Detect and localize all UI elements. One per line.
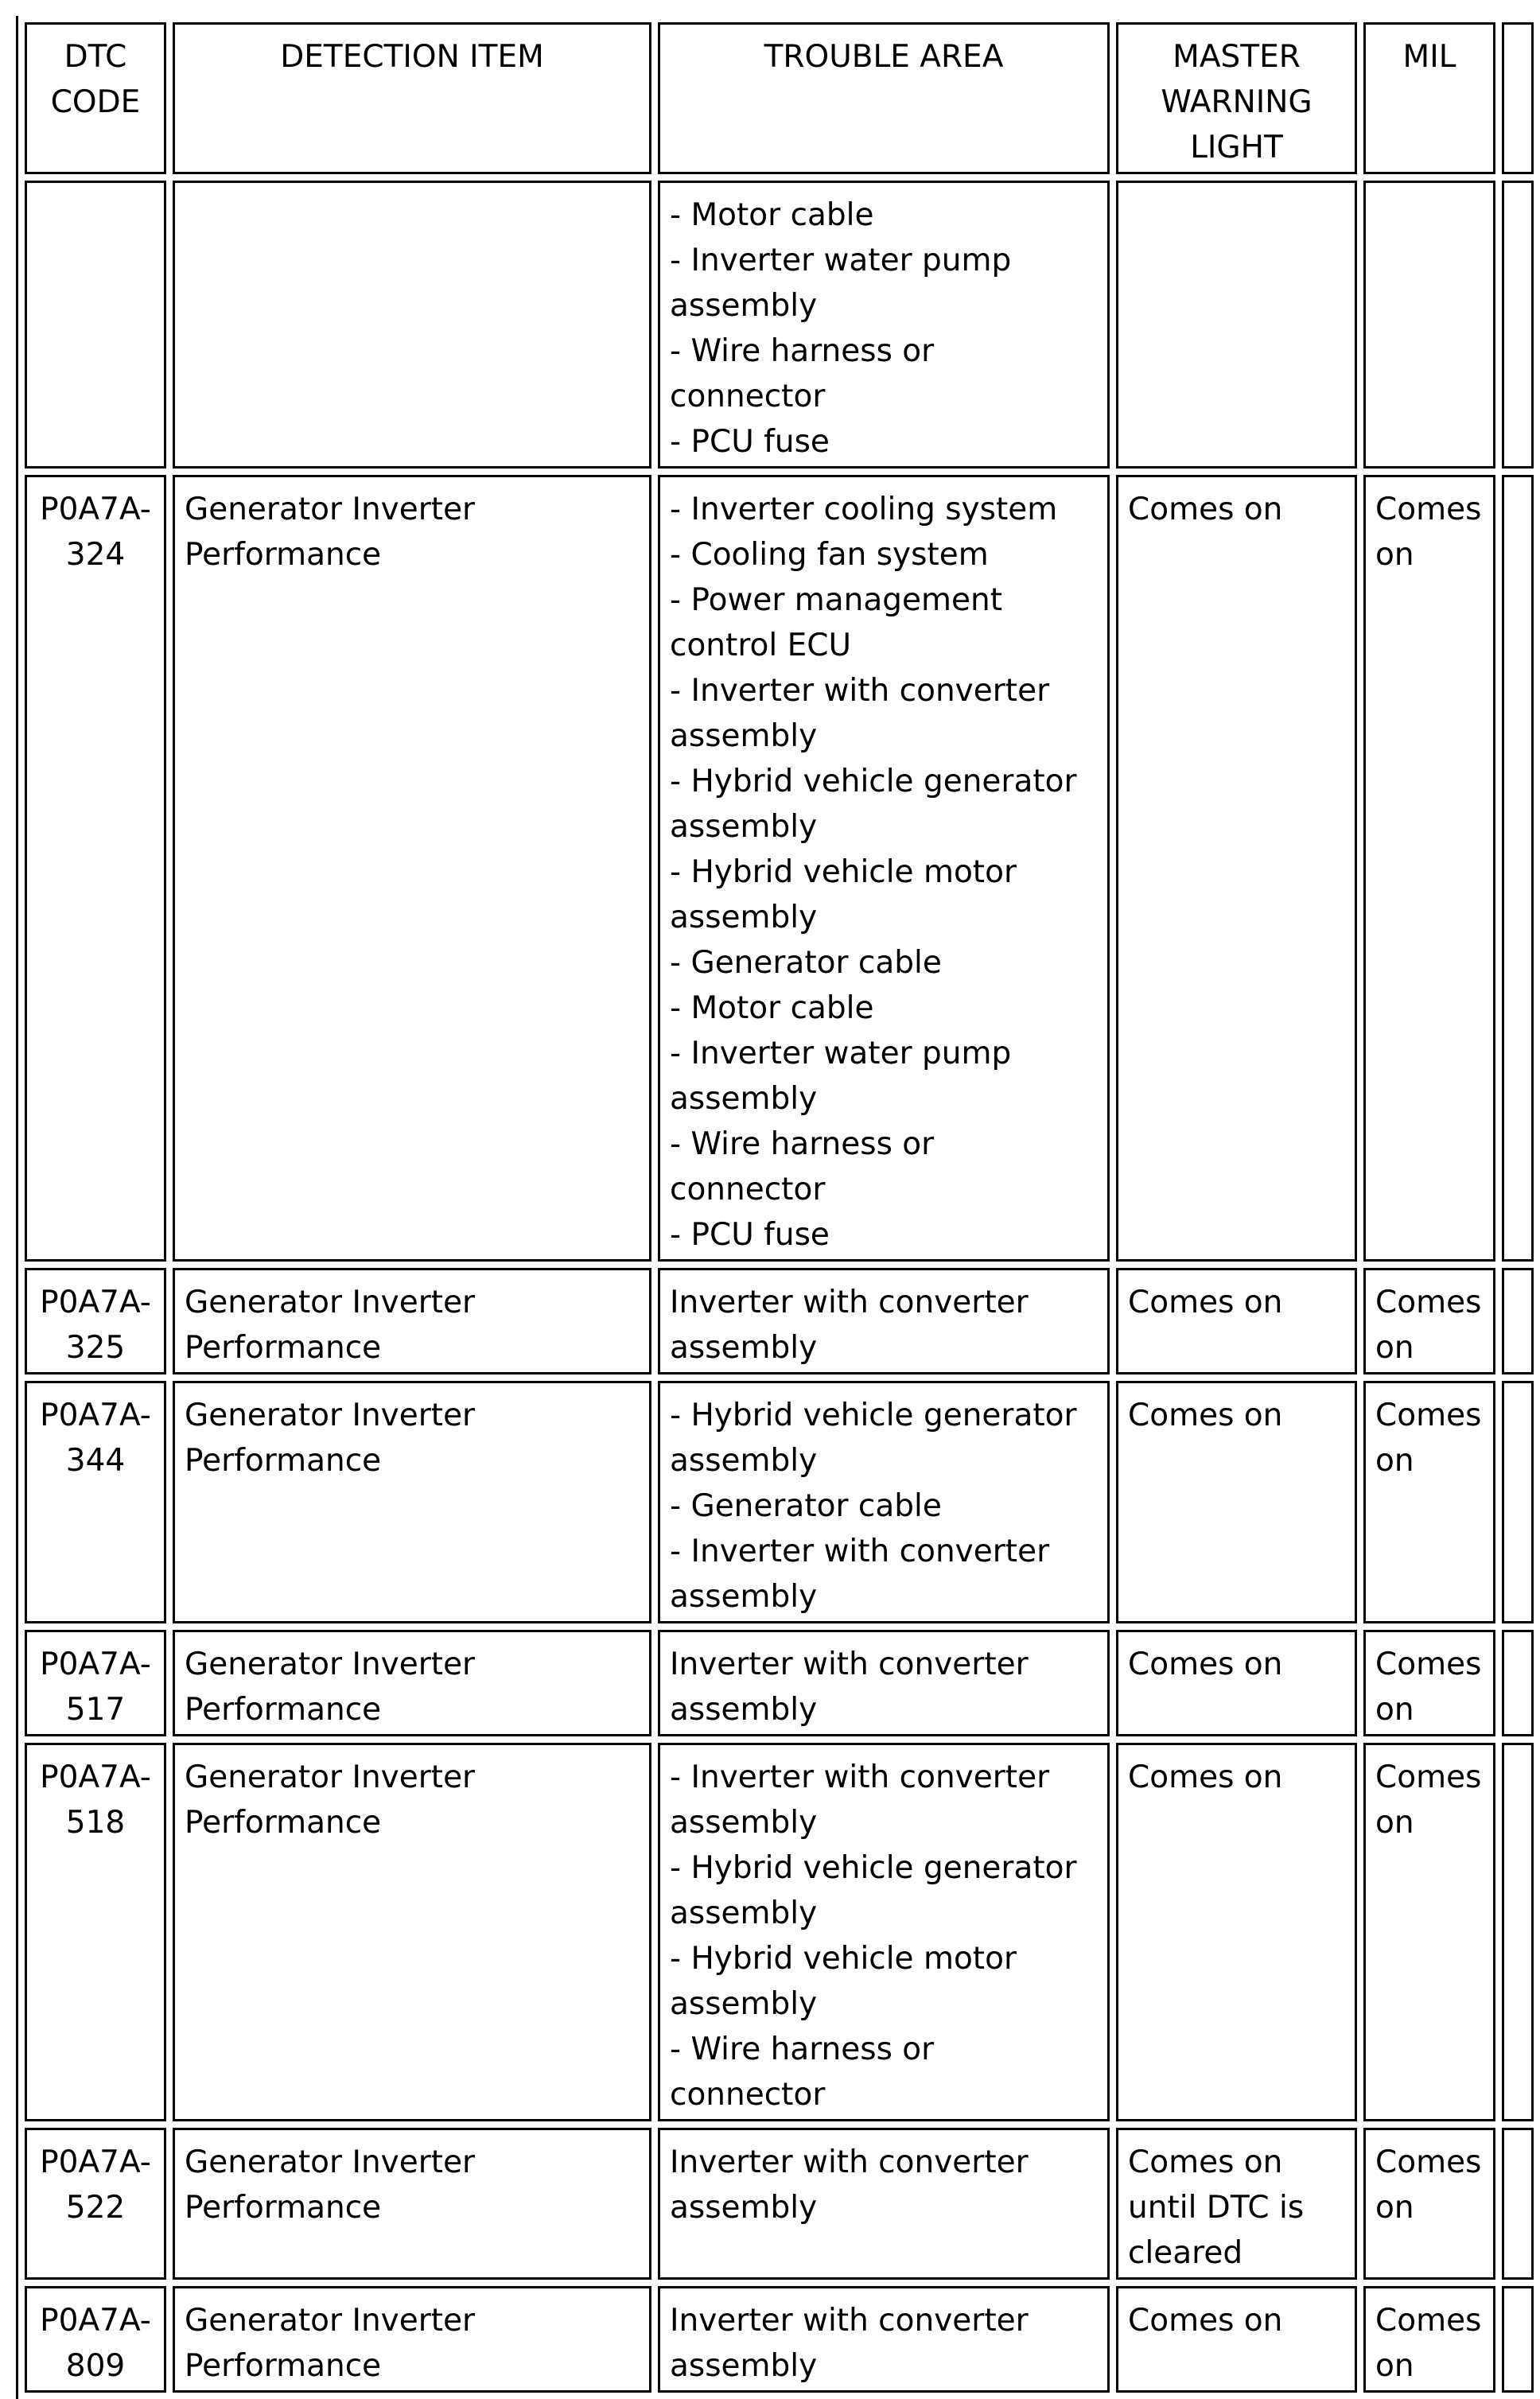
trouble-area-cell bbox=[658, 1268, 1110, 1374]
continuation-trouble-area-cell bbox=[658, 181, 1110, 469]
dtc-code-cell bbox=[25, 1268, 166, 1374]
mil-cell: Comes on bbox=[1363, 2128, 1495, 2280]
master-warning-light-cell: Comes on bbox=[1116, 1743, 1357, 2121]
table-row bbox=[25, 2286, 1534, 2393]
trouble-area-item: - Inverter with converter assembly bbox=[670, 673, 1050, 754]
master-warning-light-cell: Comes on bbox=[1116, 1630, 1357, 1736]
detection-item-cell: Generator Inverter Performance bbox=[173, 2128, 651, 2280]
trouble-area-item: - Power management control ECU bbox=[670, 582, 1003, 663]
trouble-area-item: - Hybrid vehicle generator assembly bbox=[670, 764, 1077, 845]
trouble-area-item: - Wire harness or connector bbox=[670, 333, 935, 414]
header-detection-item: DETECTION ITEM bbox=[173, 22, 651, 174]
cut-off-cell bbox=[1502, 1381, 1534, 1623]
trouble-area-item: - Motor cable bbox=[670, 197, 874, 233]
trouble-area-cell bbox=[658, 2128, 1110, 2280]
table-row bbox=[25, 1381, 1534, 1623]
table-row bbox=[25, 475, 1534, 1262]
trouble-area-item: - Inverter water pump assembly bbox=[670, 1036, 1012, 1117]
header-trouble-area: TROUBLE AREA bbox=[658, 22, 1110, 174]
trouble-area-item: - Hybrid vehicle generator assembly bbox=[670, 1398, 1077, 1479]
dtc-code-prefix: P0A7A- bbox=[40, 2303, 151, 2339]
dtc-code-prefix: P0A7A- bbox=[40, 492, 151, 527]
trouble-area-item: - Cooling fan system bbox=[670, 537, 989, 573]
table-row bbox=[25, 1630, 1534, 1736]
trouble-area-item: - Wire harness or connector bbox=[670, 1126, 935, 1207]
trouble-area-cell bbox=[658, 1630, 1110, 1736]
continuation-row bbox=[25, 181, 1534, 469]
trouble-area-item: - Hybrid vehicle motor assembly bbox=[670, 1941, 1017, 2022]
detection-item-cell: Generator Inverter Performance bbox=[173, 1743, 651, 2121]
trouble-area-item: - Inverter with converter assembly bbox=[670, 1534, 1050, 1615]
trouble-area-item: - PCU fuse bbox=[670, 1217, 830, 1253]
cut-off-cell bbox=[1502, 475, 1534, 1262]
continuation-detection-cell bbox=[173, 181, 651, 469]
dtc-code-cell bbox=[25, 1743, 166, 2121]
cut-off-cell bbox=[1502, 2286, 1534, 2393]
header-mil: MIL bbox=[1363, 22, 1495, 174]
dtc-code-prefix: P0A7A- bbox=[40, 1398, 151, 1433]
dtc-code-cell bbox=[25, 2128, 166, 2280]
trouble-area-item: Inverter with converter assembly bbox=[670, 1285, 1029, 1366]
cut-off-cell bbox=[1502, 1268, 1534, 1374]
dtc-code-cell bbox=[25, 475, 166, 1262]
continuation-master-cell bbox=[1116, 181, 1357, 469]
mil-cell: Comes on bbox=[1363, 1268, 1495, 1374]
detection-item-cell: Generator Inverter Performance bbox=[173, 2286, 651, 2393]
trouble-area-item: - Inverter with converter assembly bbox=[670, 1759, 1050, 1841]
table-row bbox=[25, 2128, 1534, 2280]
mil-cell: Comes on bbox=[1363, 1381, 1495, 1623]
master-warning-light-cell: Comes on bbox=[1116, 1268, 1357, 1374]
trouble-area-cell bbox=[658, 1743, 1110, 2121]
mil-cell: Comes on bbox=[1363, 1743, 1495, 2121]
detection-item-cell: Generator Inverter Performance bbox=[173, 1381, 651, 1623]
dtc-code-suffix: 344 bbox=[65, 1443, 126, 1479]
header-dtc-code: DTC CODE bbox=[25, 22, 166, 174]
dtc-code-suffix: 325 bbox=[65, 1330, 126, 1366]
dtc-code-prefix: P0A7A- bbox=[40, 1285, 151, 1320]
dtc-code-cell bbox=[25, 1630, 166, 1736]
cut-off-cell bbox=[1502, 2128, 1534, 2280]
mil-cell: Comes on bbox=[1363, 1630, 1495, 1736]
header-master-warning-light: MASTER WARNING LIGHT bbox=[1116, 22, 1357, 174]
trouble-area-item: Inverter with converter assembly bbox=[670, 2303, 1029, 2384]
master-warning-light-cell: Comes on until DTC is cleared bbox=[1116, 2128, 1357, 2280]
master-warning-light-cell: Comes on bbox=[1116, 2286, 1357, 2393]
continuation-cut-off-cell bbox=[1502, 181, 1534, 469]
dtc-code-suffix: 517 bbox=[65, 1692, 126, 1728]
detection-item-cell: Generator Inverter Performance bbox=[173, 475, 651, 1262]
trouble-area-item: - Wire harness or connector bbox=[670, 2032, 935, 2113]
continuation-code-cell bbox=[25, 181, 166, 469]
trouble-area-cell bbox=[658, 475, 1110, 1262]
trouble-area-cell bbox=[658, 2286, 1110, 2393]
trouble-area-item: - Motor cable bbox=[670, 990, 874, 1026]
header-row bbox=[25, 22, 1534, 174]
dtc-code-prefix: P0A7A- bbox=[40, 2144, 151, 2180]
dtc-code-suffix: 518 bbox=[65, 1805, 126, 1841]
dtc-code-cell bbox=[25, 2286, 166, 2393]
cut-off-cell bbox=[1502, 1630, 1534, 1736]
dtc-code-cell bbox=[25, 1381, 166, 1623]
table-row bbox=[25, 1268, 1534, 1374]
master-warning-light-cell: Comes on bbox=[1116, 1381, 1357, 1623]
mil-cell: Comes on bbox=[1363, 475, 1495, 1262]
trouble-area-item: - Inverter water pump assembly bbox=[670, 243, 1012, 324]
trouble-area-item: Inverter with converter assembly bbox=[670, 2144, 1029, 2226]
dtc-code-prefix: P0A7A- bbox=[40, 1759, 151, 1795]
cut-off-cell bbox=[1502, 1743, 1534, 2121]
trouble-area-item: Inverter with converter assembly bbox=[670, 1647, 1029, 1728]
table-row bbox=[25, 1743, 1534, 2121]
trouble-area-item: - Hybrid vehicle motor assembly bbox=[670, 854, 1017, 935]
trouble-area-item: - Generator cable bbox=[670, 1488, 942, 1524]
continuation-mil-cell bbox=[1363, 181, 1495, 469]
trouble-area-item: - Generator cable bbox=[670, 945, 942, 981]
mil-cell: Comes on bbox=[1363, 2286, 1495, 2393]
dtc-code-prefix: P0A7A- bbox=[40, 1647, 151, 1682]
dtc-table bbox=[16, 16, 1540, 2399]
dtc-code-suffix: 522 bbox=[65, 2190, 126, 2226]
detection-item-cell: Generator Inverter Performance bbox=[173, 1268, 651, 1374]
trouble-area-cell bbox=[658, 1381, 1110, 1623]
dtc-code-suffix: 324 bbox=[65, 537, 126, 573]
detection-item-cell: Generator Inverter Performance bbox=[173, 1630, 651, 1736]
trouble-area-item: - Inverter cooling system bbox=[670, 492, 1058, 527]
master-warning-light-cell: Comes on bbox=[1116, 475, 1357, 1262]
header-cut-off bbox=[1502, 22, 1534, 174]
trouble-area-item: - PCU fuse bbox=[670, 424, 830, 460]
dtc-code-suffix: 809 bbox=[65, 2348, 126, 2384]
trouble-area-item: - Hybrid vehicle generator assembly bbox=[670, 1850, 1077, 1931]
